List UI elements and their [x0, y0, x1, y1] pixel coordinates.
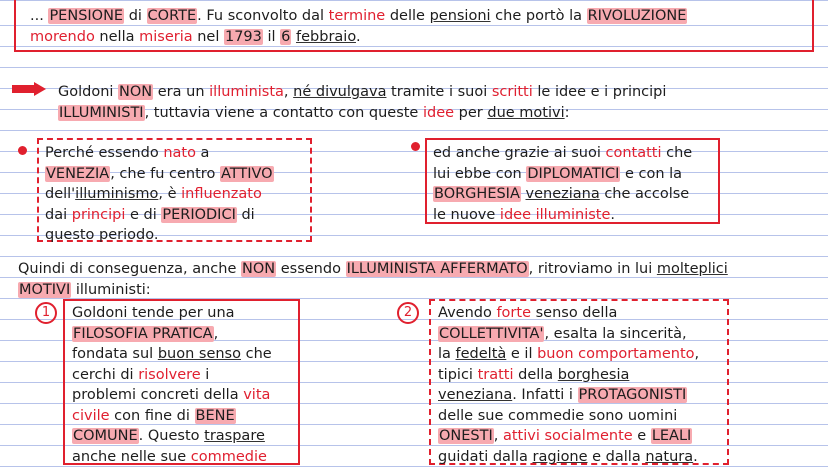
left-line-5: questo periodo. — [45, 225, 274, 246]
quindi-line-2: MOTIVI illuministi: — [18, 280, 728, 301]
left-reason-text — [45, 143, 274, 246]
box1-line-7: COMUNE. Questo traspare — [72, 426, 272, 447]
box1-line-8: anche nelle sue commedie — [72, 447, 272, 467]
box2-line-4: tipici tratti della borghesia — [438, 365, 699, 386]
number-two-badge: 2 — [397, 302, 419, 324]
quindi-paragraph — [18, 259, 728, 300]
motive-two-text — [438, 303, 699, 467]
box1-line-1: Goldoni tende per una — [72, 303, 272, 324]
box2-line-7: ONESTI, attivi socialmente e LEALI — [438, 426, 699, 447]
top-note-text — [30, 6, 687, 47]
box1-line-5: problemi concreti della vita — [72, 385, 272, 406]
bullet-dot-icon — [411, 142, 420, 151]
box1-line-4: cerchi di risolvere i — [72, 365, 272, 386]
right-reason-text — [433, 143, 692, 225]
left-line-1: Perché essendo nato a — [45, 143, 274, 164]
bullet-dot-icon — [18, 146, 27, 155]
intro-line-1: Goldoni NON era un illuminista, né divulgava tramite i suoi scritti le idee e i principi — [58, 82, 666, 103]
motive-one-text — [72, 303, 272, 467]
box1-line-2: FILOSOFIA PRATICA, — [72, 324, 272, 345]
box1-line-3: fondata sul buon senso che — [72, 344, 272, 365]
right-line-3: BORGHESIA veneziana che accolse — [433, 184, 692, 205]
box2-line-1: Avendo forte senso della — [438, 303, 699, 324]
right-line-4: le nuove idee illuministe. — [433, 205, 692, 226]
intro-paragraph — [58, 82, 666, 123]
quindi-line-1: Quindi di conseguenza, anche NON essendo ILLUMINISTA AFFERMATO, ritroviamo in lui molteplici — [18, 259, 728, 280]
left-line-3: dell'illuminismo, è influenzato — [45, 184, 274, 205]
left-line-4: dai principi e di PERIODICI di — [45, 205, 274, 226]
right-line-1: ed anche grazie ai suoi contatti che — [433, 143, 692, 164]
box2-line-8: guidati dalla ragione e dalla natura. — [438, 447, 699, 467]
box2-line-5: veneziana. Infatti i PROTAGONISTI — [438, 385, 699, 406]
box2-line-6: delle sue commedie sono uomini — [438, 406, 699, 427]
number-one-badge: 1 — [35, 302, 57, 324]
box1-line-6: civile con fine di BENE — [72, 406, 272, 427]
top-line-2: morendo nella miseria nel 1793 il 6 febbraio. — [30, 27, 687, 48]
box2-line-2: COLLETTIVITA', esalta la sincerità, — [438, 324, 699, 345]
arrow-right-icon — [12, 82, 46, 96]
intro-line-2: ILLUMINISTI, tuttavia viene a contatto con queste idee per due motivi: — [58, 103, 666, 124]
left-line-2: VENEZIA, che fu centro ATTIVO — [45, 164, 274, 185]
top-line-1: ... PENSIONE di CORTE. Fu sconvolto dal termine delle pensioni che portò la RIVOLUZIONE — [30, 6, 687, 27]
right-line-2: lui ebbe con DIPLOMATICI e con la — [433, 164, 692, 185]
box2-line-3: la fedeltà e il buon comportamento, — [438, 344, 699, 365]
